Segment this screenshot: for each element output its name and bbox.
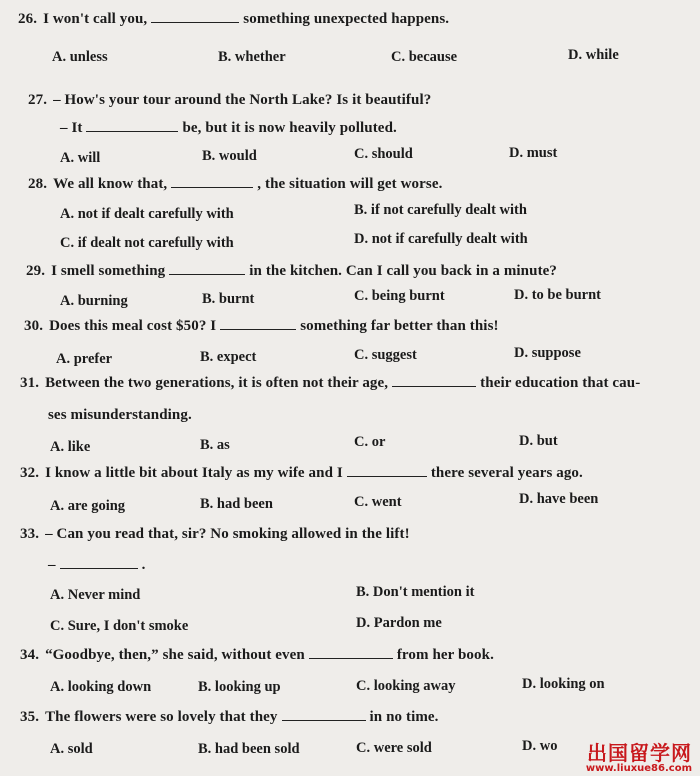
answer-blank bbox=[282, 719, 366, 721]
watermark-text: 出国留学网 bbox=[587, 741, 692, 765]
question-34: 34. “Goodbye, then,” she said, without even from her book. bbox=[20, 647, 494, 663]
option-33-d: D. Pardon me bbox=[356, 615, 442, 631]
option-28-d: D. not if carefully dealt with bbox=[354, 231, 528, 247]
question-31: 31. Between the two generations, it is often not their age, their education that cau- bbox=[20, 375, 641, 391]
answer-blank bbox=[309, 657, 393, 659]
option-31-d: D. but bbox=[519, 433, 558, 449]
option-26-c: C. because bbox=[391, 49, 458, 65]
answer-blank bbox=[60, 567, 138, 569]
option-28-c: C. if dealt not carefully with bbox=[60, 235, 234, 251]
answer-blank bbox=[171, 186, 253, 188]
question-30: 30. Does this meal cost $50? I something far better than this! bbox=[24, 318, 499, 334]
answer-blank bbox=[347, 475, 427, 477]
option-26-a: A. unless bbox=[52, 49, 108, 65]
option-35-c: C. were sold bbox=[356, 740, 432, 756]
question-27-reply: – It be, but it is now heavily polluted. bbox=[60, 120, 397, 136]
question-33-reply: – . bbox=[48, 557, 146, 573]
option-29-c: C. being burnt bbox=[354, 288, 445, 304]
option-32-c: C. went bbox=[354, 494, 402, 510]
option-27-b: B. would bbox=[202, 148, 257, 164]
option-27-a: A. will bbox=[60, 150, 101, 166]
question-28: 28. We all know that, , the situation will get worse. bbox=[28, 176, 443, 192]
option-27-d: D. must bbox=[509, 145, 558, 161]
option-35-a: A. sold bbox=[50, 741, 93, 757]
option-28-b: B. if not carefully dealt with bbox=[354, 202, 527, 218]
option-33-a: A. Never mind bbox=[50, 587, 141, 603]
question-31-continued: ses misunderstanding. bbox=[48, 407, 192, 423]
option-35-d: D. wo bbox=[522, 738, 558, 754]
option-34-c: C. looking away bbox=[356, 678, 456, 694]
question-35: 35. The flowers were so lovely that they in no time. bbox=[20, 709, 439, 725]
question-29: 29. I smell something in the kitchen. Can I call you back in a minute? bbox=[26, 263, 558, 279]
option-34-d: D. looking on bbox=[522, 676, 605, 692]
option-29-d: D. to be burnt bbox=[514, 287, 602, 303]
watermark-url: www.liuxue86.com bbox=[585, 763, 692, 774]
option-34-a: A. looking down bbox=[50, 679, 152, 695]
option-29-b: B. burnt bbox=[202, 291, 255, 307]
option-28-a: A. not if dealt carefully with bbox=[60, 206, 234, 222]
option-30-c: C. suggest bbox=[354, 347, 417, 363]
option-31-b: B. as bbox=[200, 437, 230, 453]
option-32-d: D. have been bbox=[519, 491, 599, 507]
option-26-d: D. while bbox=[568, 47, 619, 63]
option-33-b: B. Don't mention it bbox=[356, 584, 475, 600]
option-31-c: C. or bbox=[354, 434, 386, 450]
answer-blank bbox=[86, 130, 178, 132]
question-33: 33. – Can you read that, sir? No smoking allowed in the lift! bbox=[20, 526, 410, 542]
option-34-b: B. looking up bbox=[198, 679, 281, 695]
option-26-b: B. whether bbox=[218, 49, 286, 65]
answer-blank bbox=[169, 273, 245, 275]
option-27-c: C. should bbox=[354, 146, 413, 162]
option-30-d: D. suppose bbox=[514, 345, 581, 361]
question-26: 26. I won't call you, something unexpected happens. bbox=[18, 11, 450, 27]
option-30-b: B. expect bbox=[200, 349, 257, 365]
option-33-c: C. Sure, I don't smoke bbox=[50, 618, 189, 634]
option-32-a: A. are going bbox=[50, 498, 126, 514]
answer-blank bbox=[392, 385, 476, 387]
answer-blank bbox=[151, 21, 239, 23]
question-32: 32. I know a little bit about Italy as my wife and I there several years ago. bbox=[20, 465, 583, 481]
answer-blank bbox=[220, 328, 296, 330]
question-27: 27. – How's your tour around the North Lake? Is it beautiful? bbox=[28, 92, 432, 108]
option-32-b: B. had been bbox=[200, 496, 273, 512]
site-watermark bbox=[586, 743, 692, 774]
option-30-a: A. prefer bbox=[56, 351, 113, 367]
option-35-b: B. had been sold bbox=[198, 741, 300, 757]
option-29-a: A. burning bbox=[60, 293, 128, 309]
option-31-a: A. like bbox=[50, 439, 91, 455]
